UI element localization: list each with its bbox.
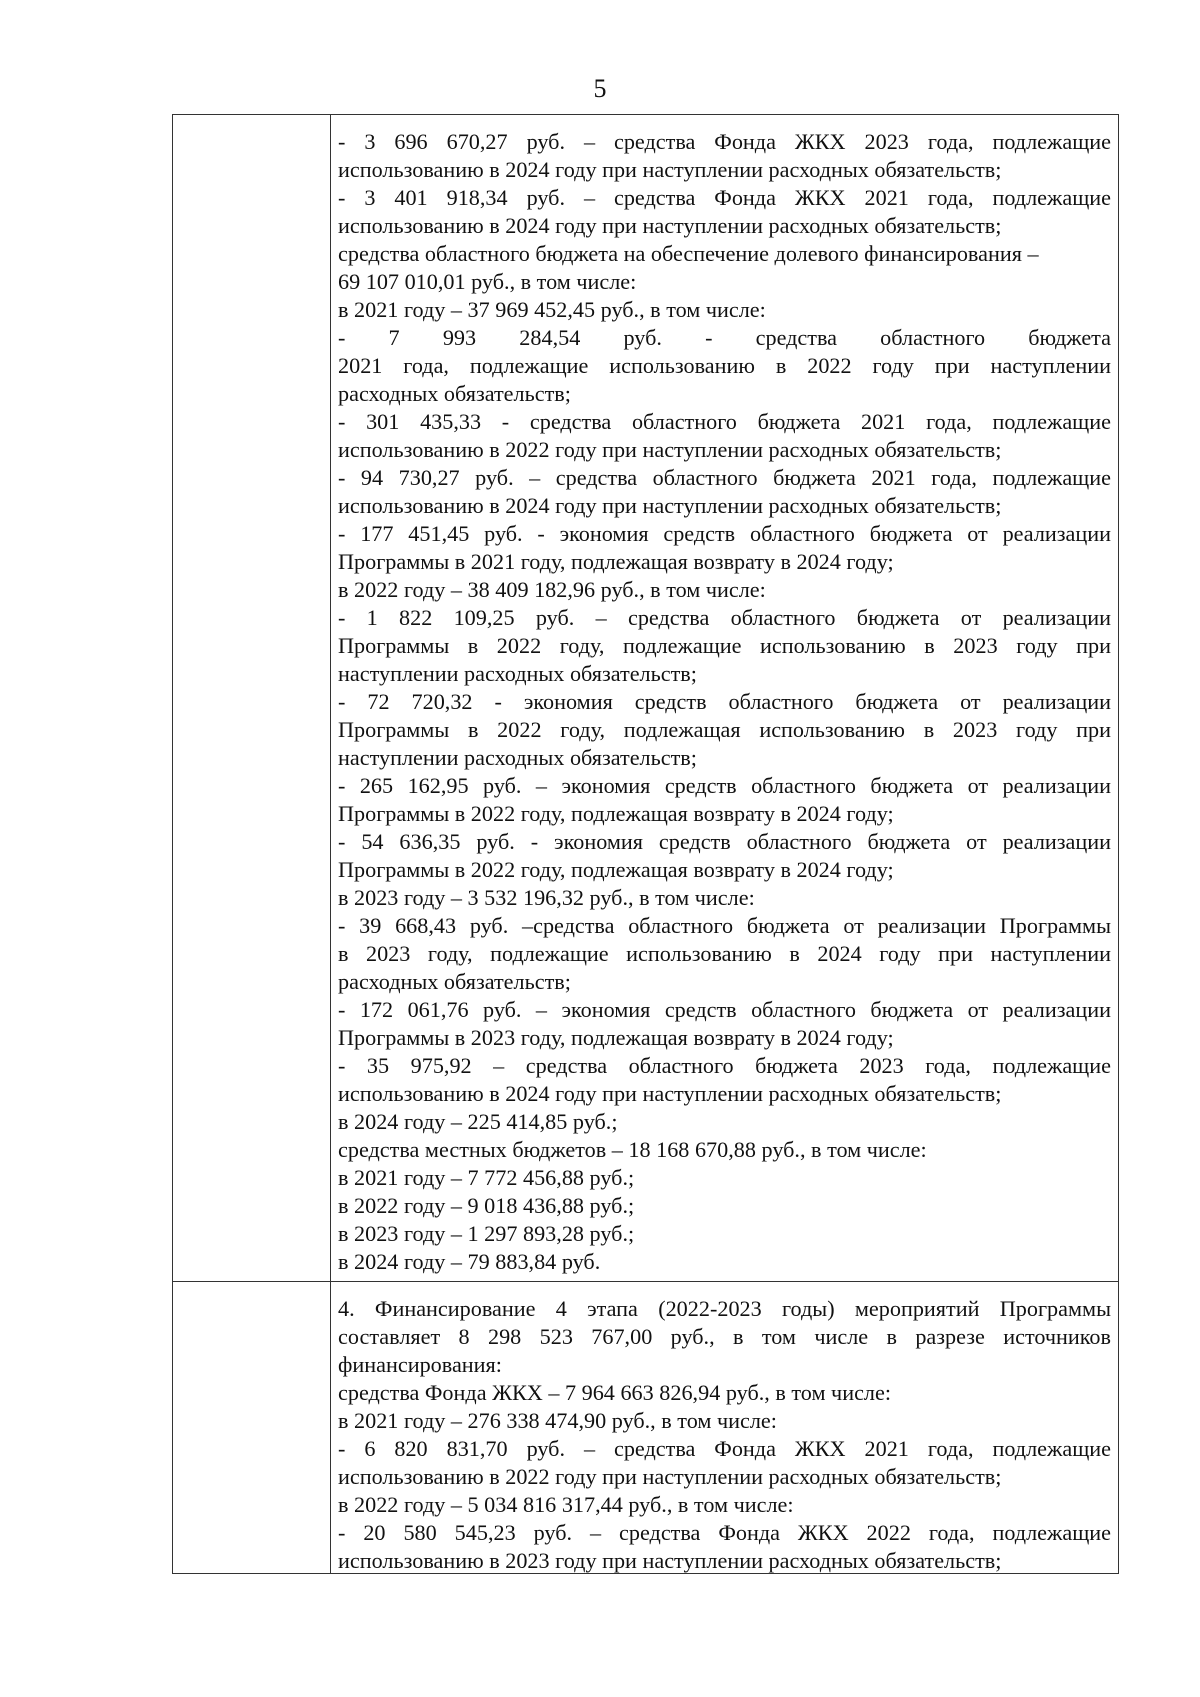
text-line: наступлении расходных обязательств;	[338, 661, 697, 686]
text-line: использованию в 2022 году при наступлении расходных обязательств;	[338, 437, 1002, 462]
text-line: в 2022 году – 5 034 816 317,44 руб., в том числе:	[338, 1492, 794, 1517]
text-line: - 301 435,33 - средства областного бюджета 2021 года, подлежащие	[338, 409, 1111, 434]
text-line: - 6 820 831,70 руб. – средства Фонда ЖКХ 2021 года, подлежащие	[338, 1436, 1111, 1461]
text-line: средства местных бюджетов – 18 168 670,88 руб., в том числе:	[338, 1137, 927, 1162]
cell-text	[331, 1282, 1118, 1573]
table-cell-left	[173, 1282, 331, 1574]
text-line: Программы в 2021 году, подлежащая возврату в 2024 году;	[338, 549, 894, 574]
text-line: - 94 730,27 руб. – средства областного бюджета 2021 года, подлежащие	[338, 465, 1111, 490]
text-line: - 1 822 109,25 руб. – средства областного бюджета от реализации	[338, 605, 1111, 630]
text-line: в 2021 году – 276 338 474,90 руб., в том числе:	[338, 1408, 777, 1433]
text-line: Программы в 2022 году, подлежащая возврату в 2024 году;	[338, 857, 894, 882]
text-line: использованию в 2022 году при наступлении расходных обязательств;	[338, 1464, 1002, 1489]
text-line: в 2023 году, подлежащие использованию в 2024 году при наступлении	[338, 941, 1111, 966]
cell-text	[331, 115, 1118, 1281]
text-line: в 2024 году – 79 883,84 руб.	[338, 1249, 601, 1274]
text-line: 4. Финансирование 4 этапа (2022-2023 годы) мероприятий Программы	[338, 1296, 1111, 1321]
table-cell-right	[331, 115, 1119, 1282]
text-line: Программы в 2022 году, подлежащая возврату в 2024 году;	[338, 801, 894, 826]
text-line: Программы в 2022 году, подлежащие использованию в 2023 году при	[338, 633, 1111, 658]
text-line: использованию в 2024 году при наступлении расходных обязательств;	[338, 213, 1002, 238]
text-line: Программы в 2023 году, подлежащая возврату в 2024 году;	[338, 1025, 894, 1050]
table-row	[173, 1282, 1119, 1574]
text-line: финансирования:	[338, 1352, 502, 1377]
text-line: - 54 636,35 руб. - экономия средств областного бюджета от реализации	[338, 829, 1111, 854]
text-line: использованию в 2023 году при наступлении расходных обязательств;	[338, 1548, 1002, 1573]
text-line: 2021 года, подлежащие использованию в 2022 году при наступлении	[338, 353, 1111, 378]
text-line: - 177 451,45 руб. - экономия средств областного бюджета от реализации	[338, 521, 1111, 546]
table-cell-right	[331, 1282, 1119, 1574]
text-line: - 20 580 545,23 руб. – средства Фонда ЖКХ 2022 года, подлежащие	[338, 1520, 1111, 1545]
text-line: - 72 720,32 - экономия средств областного бюджета от реализации	[338, 689, 1111, 714]
text-line: средства Фонда ЖКХ – 7 964 663 826,94 руб., в том числе:	[338, 1380, 892, 1405]
text-line: - 3 696 670,27 руб. – средства Фонда ЖКХ 2023 года, подлежащие	[338, 129, 1111, 154]
financing-table	[172, 114, 1119, 1574]
text-line: в 2022 году – 38 409 182,96 руб., в том числе:	[338, 577, 766, 602]
text-line: расходных обязательств;	[338, 381, 571, 406]
text-line: расходных обязательств;	[338, 969, 571, 994]
text-line: использованию в 2024 году при наступлении расходных обязательств;	[338, 1081, 1002, 1106]
table-row	[173, 115, 1119, 1282]
text-line: в 2021 году – 37 969 452,45 руб., в том числе:	[338, 297, 766, 322]
text-line: - 35 975,92 – средства областного бюджета 2023 года, подлежащие	[338, 1053, 1111, 1078]
text-line: в 2023 году – 1 297 893,28 руб.;	[338, 1221, 635, 1246]
text-line: в 2024 году – 225 414,85 руб.;	[338, 1109, 618, 1134]
text-line: в 2022 году – 9 018 436,88 руб.;	[338, 1193, 635, 1218]
text-line: - 3 401 918,34 руб. – средства Фонда ЖКХ 2021 года, подлежащие	[338, 185, 1111, 210]
text-line: использованию в 2024 году при наступлении расходных обязательств;	[338, 493, 1002, 518]
text-line: в 2023 году – 3 532 196,32 руб., в том числе:	[338, 885, 755, 910]
table-cell-left	[173, 115, 331, 1282]
text-line: - 39 668,43 руб. –средства областного бюджета от реализации Программы	[338, 913, 1111, 938]
text-line: - 7 993 284,54 руб. - средства областного бюджета	[338, 325, 1111, 350]
text-line: средства областного бюджета на обеспечение долевого финансирования –	[338, 241, 1039, 266]
text-line: использованию в 2024 году при наступлении расходных обязательств;	[338, 157, 1002, 182]
text-line: - 265 162,95 руб. – экономия средств областного бюджета от реализации	[338, 773, 1111, 798]
text-line: - 172 061,76 руб. – экономия средств областного бюджета от реализации	[338, 997, 1111, 1022]
page-number: 5	[593, 74, 607, 103]
text-line: наступлении расходных обязательств;	[338, 745, 697, 770]
text-line: Программы в 2022 году, подлежащая использованию в 2023 году при	[338, 717, 1111, 742]
text-line: составляет 8 298 523 767,00 руб., в том числе в разрезе источников	[338, 1324, 1111, 1349]
text-line: в 2021 году – 7 772 456,88 руб.;	[338, 1165, 635, 1190]
text-line: 69 107 010,01 руб., в том числе:	[338, 269, 637, 294]
